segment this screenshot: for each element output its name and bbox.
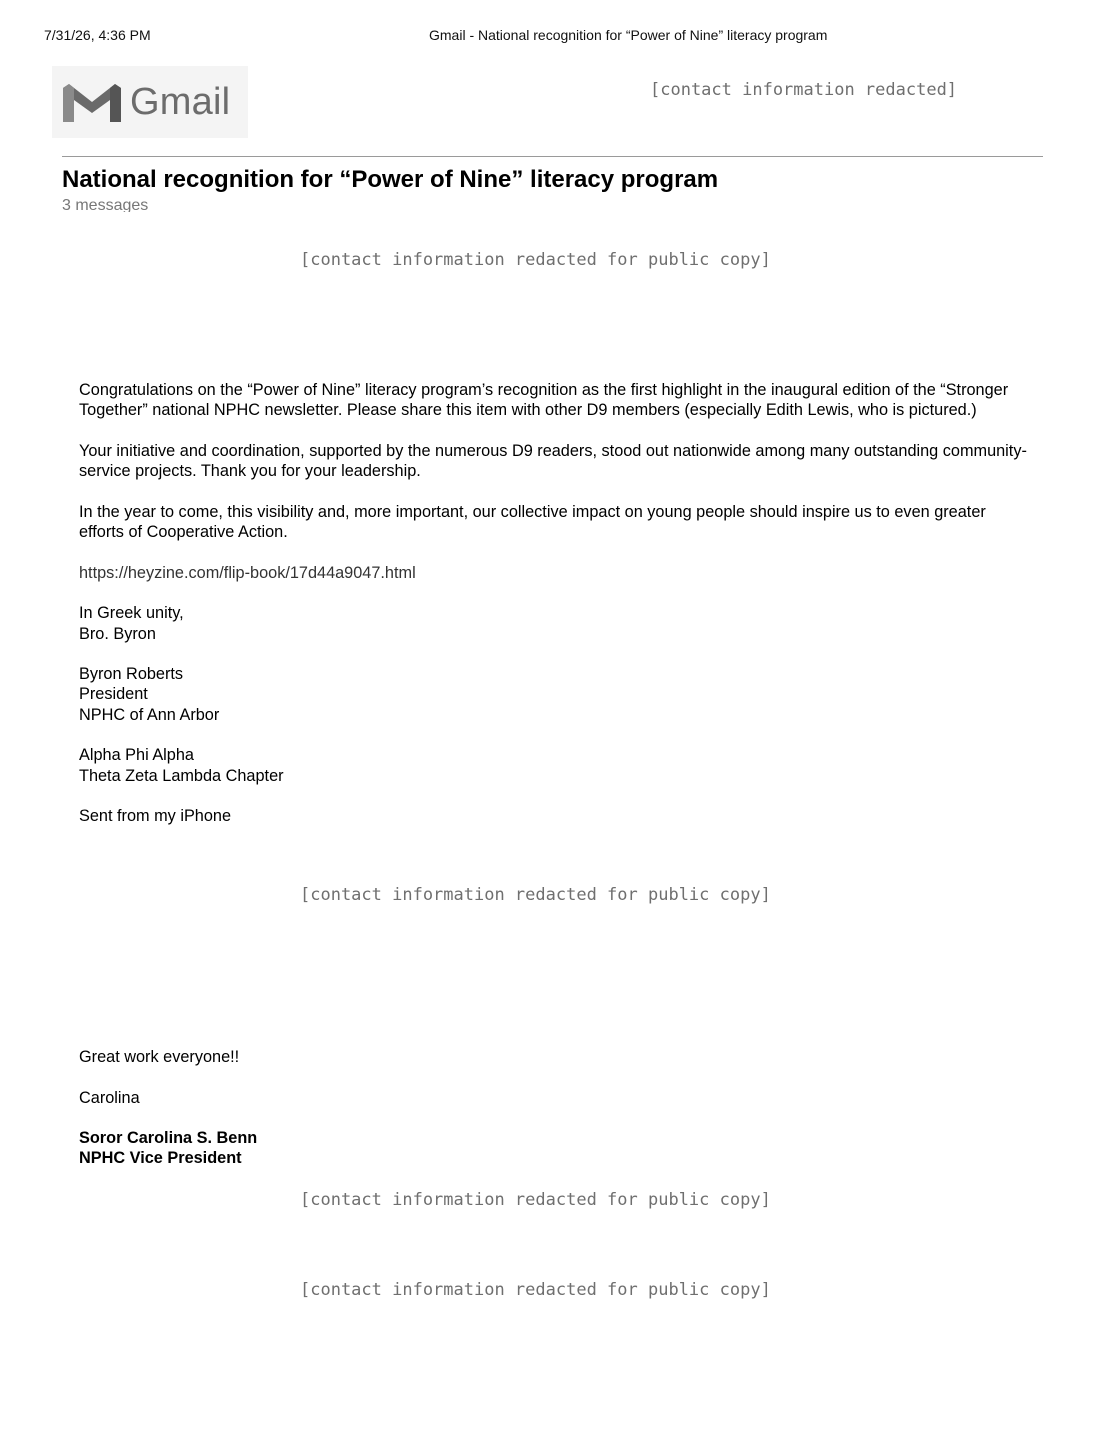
message-count: 3 messages xyxy=(62,197,149,212)
signature-title: NPHC Vice President xyxy=(79,1149,242,1166)
message1-redacted-header: [contact information redacted for public copy] xyxy=(300,250,771,270)
signature-fraternity: Alpha Phi Alpha xyxy=(79,746,194,765)
signature-title: President xyxy=(79,685,148,704)
closing-line: Bro. Byron xyxy=(79,624,156,643)
message1-paragraph: In the year to come, this visibility and, more important, our collective impact on young people should inspire us to even greater efforts of Cooperative Action. xyxy=(79,502,986,542)
message3-redacted-header: [contact information redacted for public copy] xyxy=(300,1190,771,1210)
message2-redacted-header: [contact information redacted for public copy] xyxy=(300,885,771,905)
message1-paragraph: Your initiative and coordination, supported by the numerous D9 readers, stood out nationwide among many outstanding community-service projects. Thank you for your leadership. xyxy=(79,441,1027,481)
gmail-logo xyxy=(52,66,248,138)
message2-line: Great work everyone!! xyxy=(79,1048,240,1066)
print-timestamp: 7/31/26, 4:36 PM xyxy=(44,27,151,43)
header-contact-redacted: [contact information redacted] xyxy=(650,80,958,100)
header-divider xyxy=(62,156,1043,157)
gmail-m-icon xyxy=(61,82,123,124)
message2-signature xyxy=(79,1128,1029,1165)
message2-line: Carolina xyxy=(79,1088,140,1107)
print-page-title: Gmail - National recognition for “Power of Nine” literacy program xyxy=(429,27,828,43)
gmail-logo-text: Gmail xyxy=(130,81,231,123)
signature-name: Soror Carolina S. Benn xyxy=(79,1129,258,1148)
thread-title: National recognition for “Power of Nine” literacy program xyxy=(62,166,719,193)
closing-line: In Greek unity, xyxy=(79,604,184,623)
sent-from-line: Sent from my iPhone xyxy=(79,807,232,826)
message1-paragraph: Congratulations on the “Power of Nine” literacy program’s recognition as the first highlight in the inaugural edition of the “Stronger Together” national NPHC newsletter. Please share this item with other D9 members (especially Edith Lewis, who is pictured.) xyxy=(79,381,1009,420)
newsletter-link[interactable]: https://heyzine.com/flip-book/17d44a9047.html xyxy=(79,563,416,582)
message2-body xyxy=(79,1047,1029,1165)
signature-chapter: Theta Zeta Lambda Chapter xyxy=(79,766,284,785)
signature-org: NPHC of Ann Arbor xyxy=(79,705,220,724)
message3-redacted-body: [contact information redacted for public copy] xyxy=(300,1280,771,1300)
signature-name: Byron Roberts xyxy=(79,665,184,684)
message1-body xyxy=(79,380,1029,827)
